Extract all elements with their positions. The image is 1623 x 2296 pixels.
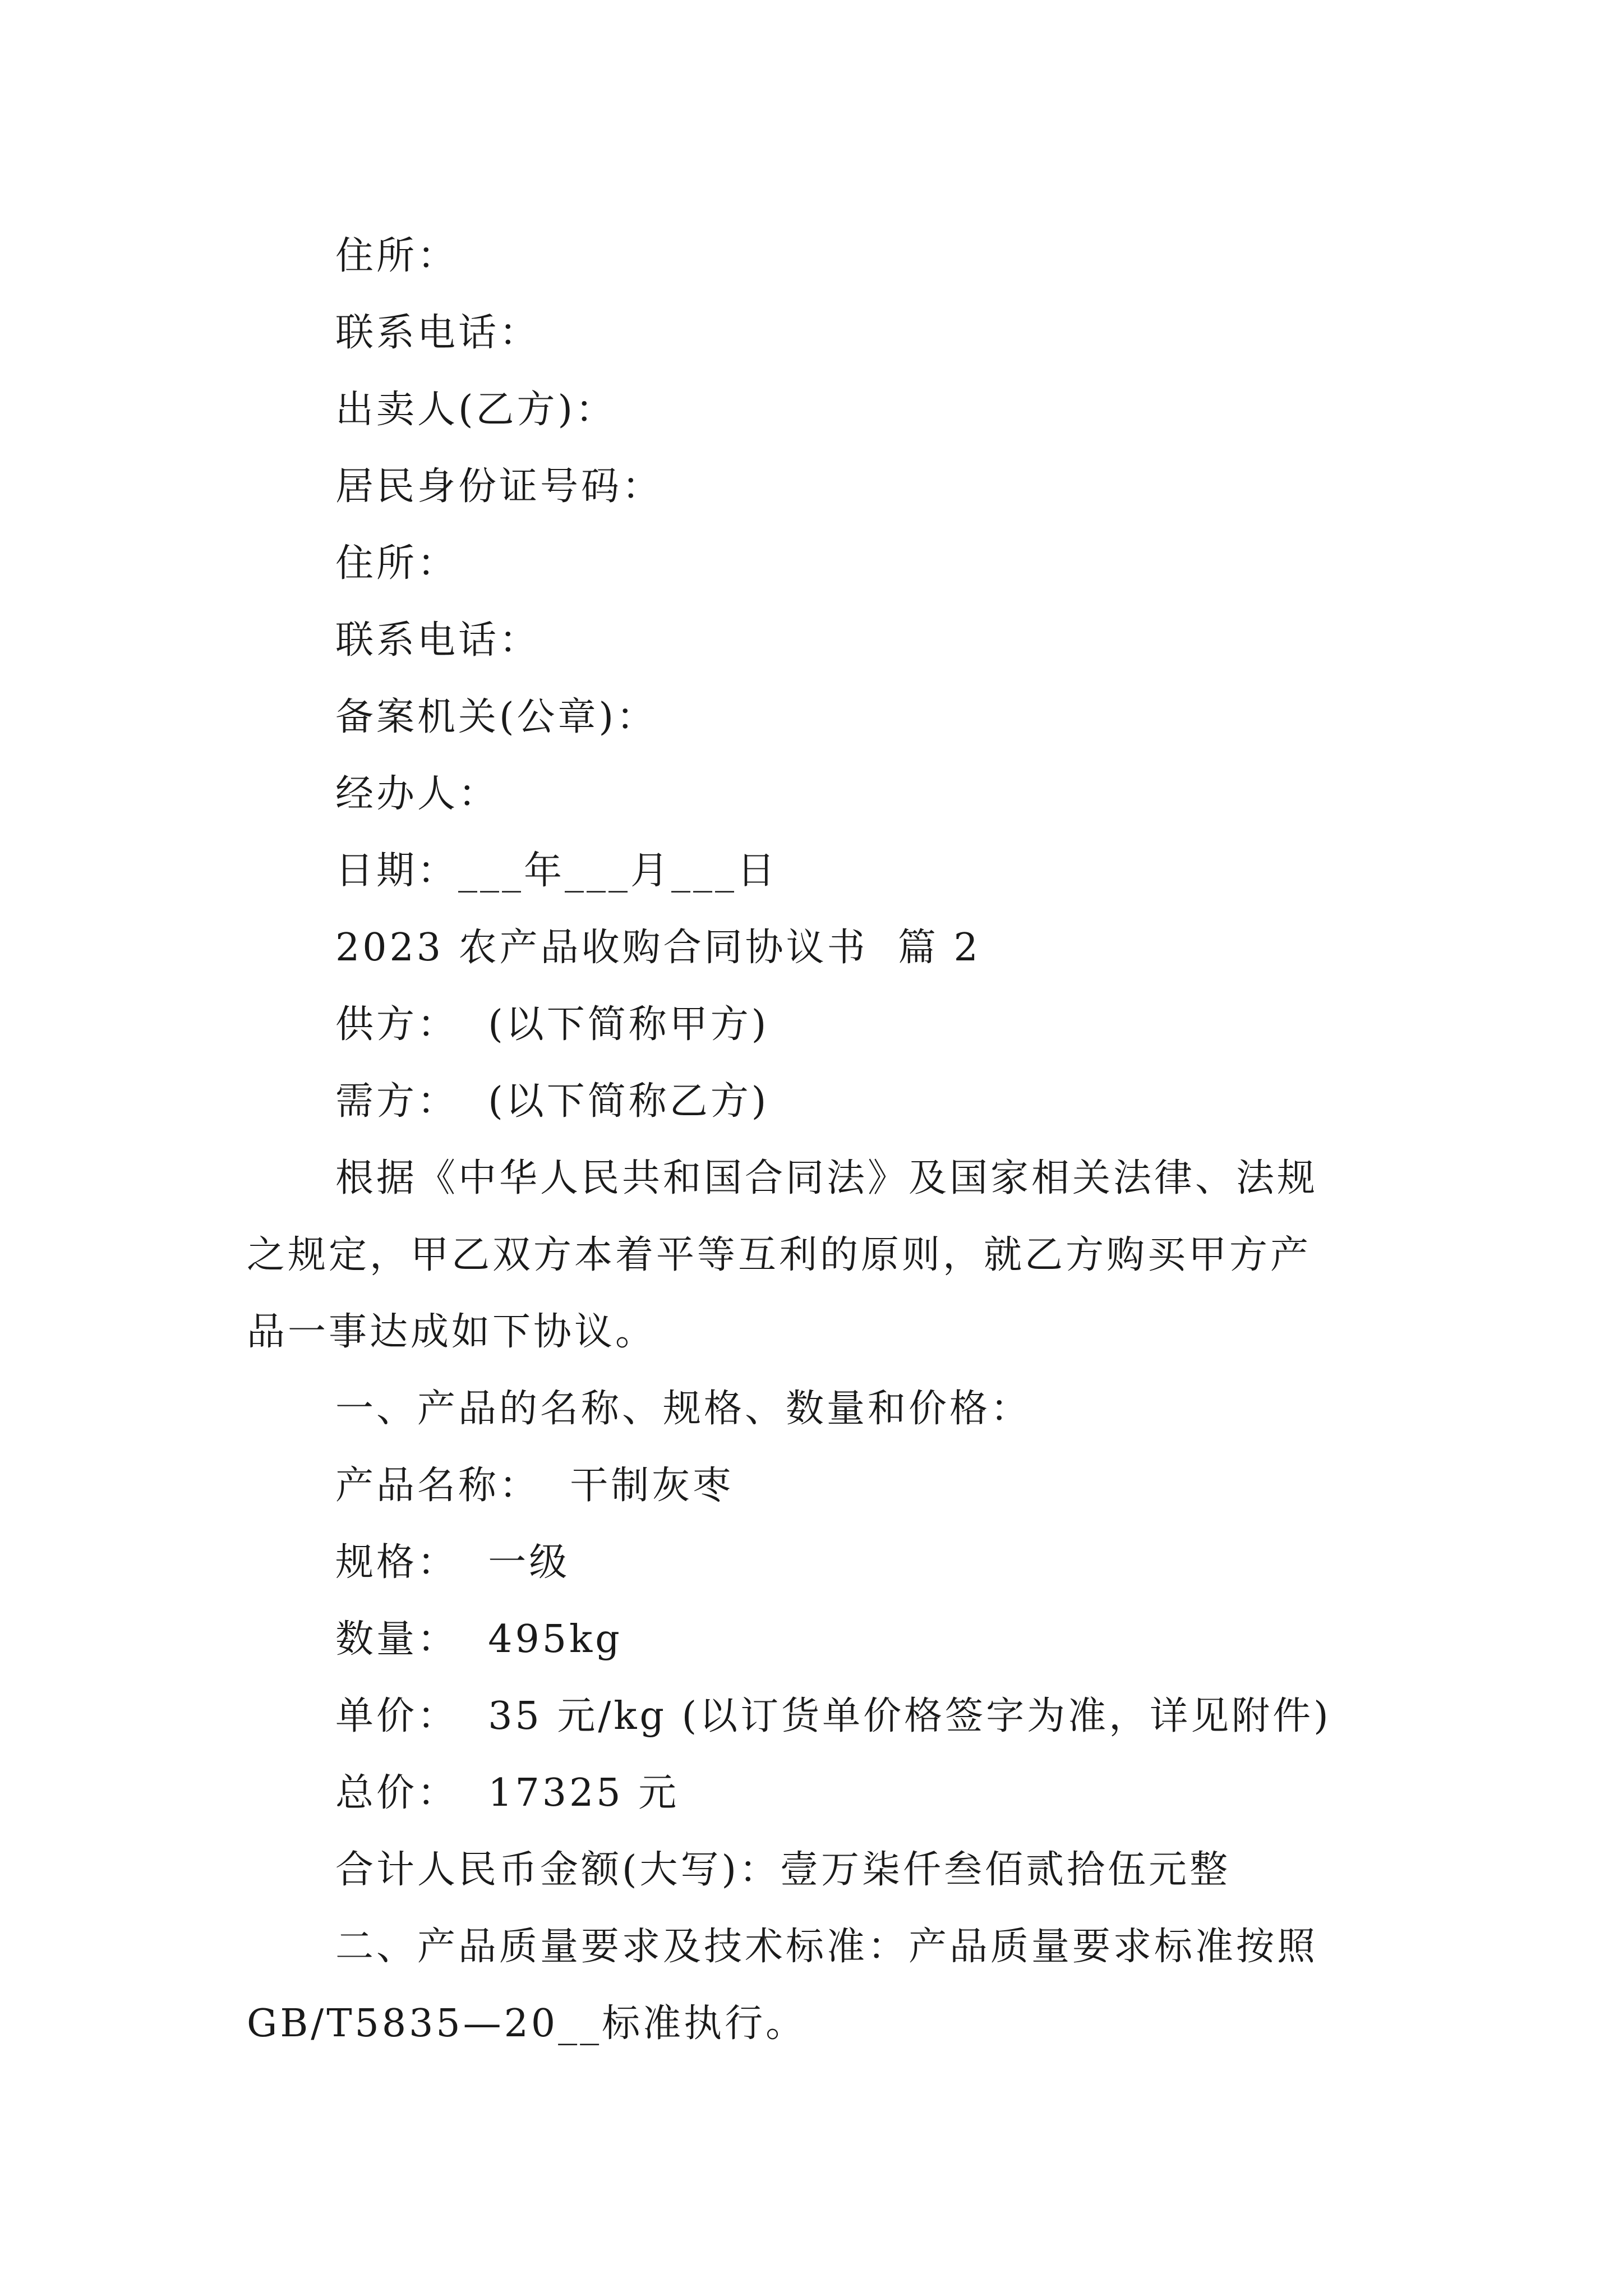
- seller-label: 出卖人(乙方)：: [335, 388, 617, 432]
- date-line: 日期：___年___月___日: [335, 849, 778, 893]
- total-price-line: 总价： 17325 元: [335, 1771, 680, 1815]
- preamble-line-1: 根据《中华人民共和国合同法》及国家相关法律、法规: [335, 1156, 1318, 1200]
- seller-phone-label: 联系电话：: [335, 618, 541, 662]
- product-name-line: 产品名称： 干制灰枣: [335, 1464, 734, 1508]
- seller-address-label: 住所：: [335, 541, 459, 586]
- clause-2-paragraph: [247, 1908, 1391, 2062]
- preamble-line-3: 品一事达成如下协议。: [247, 1310, 657, 1354]
- handler-label: 经办人：: [335, 772, 500, 816]
- demander-line: 需方： (以下简称乙方): [335, 1079, 769, 1124]
- filing-authority-label: 备案机关(公章)：: [335, 695, 658, 739]
- section-title: 2023 农产品收购合同协议书 篇 2: [335, 926, 981, 970]
- total-amount-uppercase-line: 合计人民币金额(大写)：壹万柒仟叁佰贰拾伍元整: [335, 1848, 1231, 1892]
- unit-price-line: 单价： 35 元/kg (以订货单价格签字为准，详见附件): [335, 1694, 1331, 1738]
- preamble-paragraph: [247, 1140, 1391, 1370]
- buyer-phone-label: 联系电话：: [335, 311, 541, 355]
- preamble-line-2: 之规定，甲乙双方本着平等互利的原则，就乙方购买甲方产: [247, 1233, 1312, 1277]
- seller-id-number-label: 居民身份证号码：: [335, 464, 663, 509]
- clause-2-line-1: 二、产品质量要求及技术标准：产品质量要求标准按照: [335, 1925, 1318, 1969]
- quantity-line: 数量： 495kg: [335, 1617, 623, 1662]
- clause-1-heading: 一、产品的名称、规格、数量和价格：: [335, 1387, 1032, 1431]
- document-body: [247, 218, 1391, 2062]
- buyer-address-label: 住所：: [335, 234, 459, 278]
- clause-2-line-2: GB/T5835—20__标准执行。: [247, 2001, 807, 2046]
- spec-line: 规格： 一级: [335, 1540, 570, 1585]
- supplier-line: 供方： (以下简称甲方): [335, 1002, 769, 1047]
